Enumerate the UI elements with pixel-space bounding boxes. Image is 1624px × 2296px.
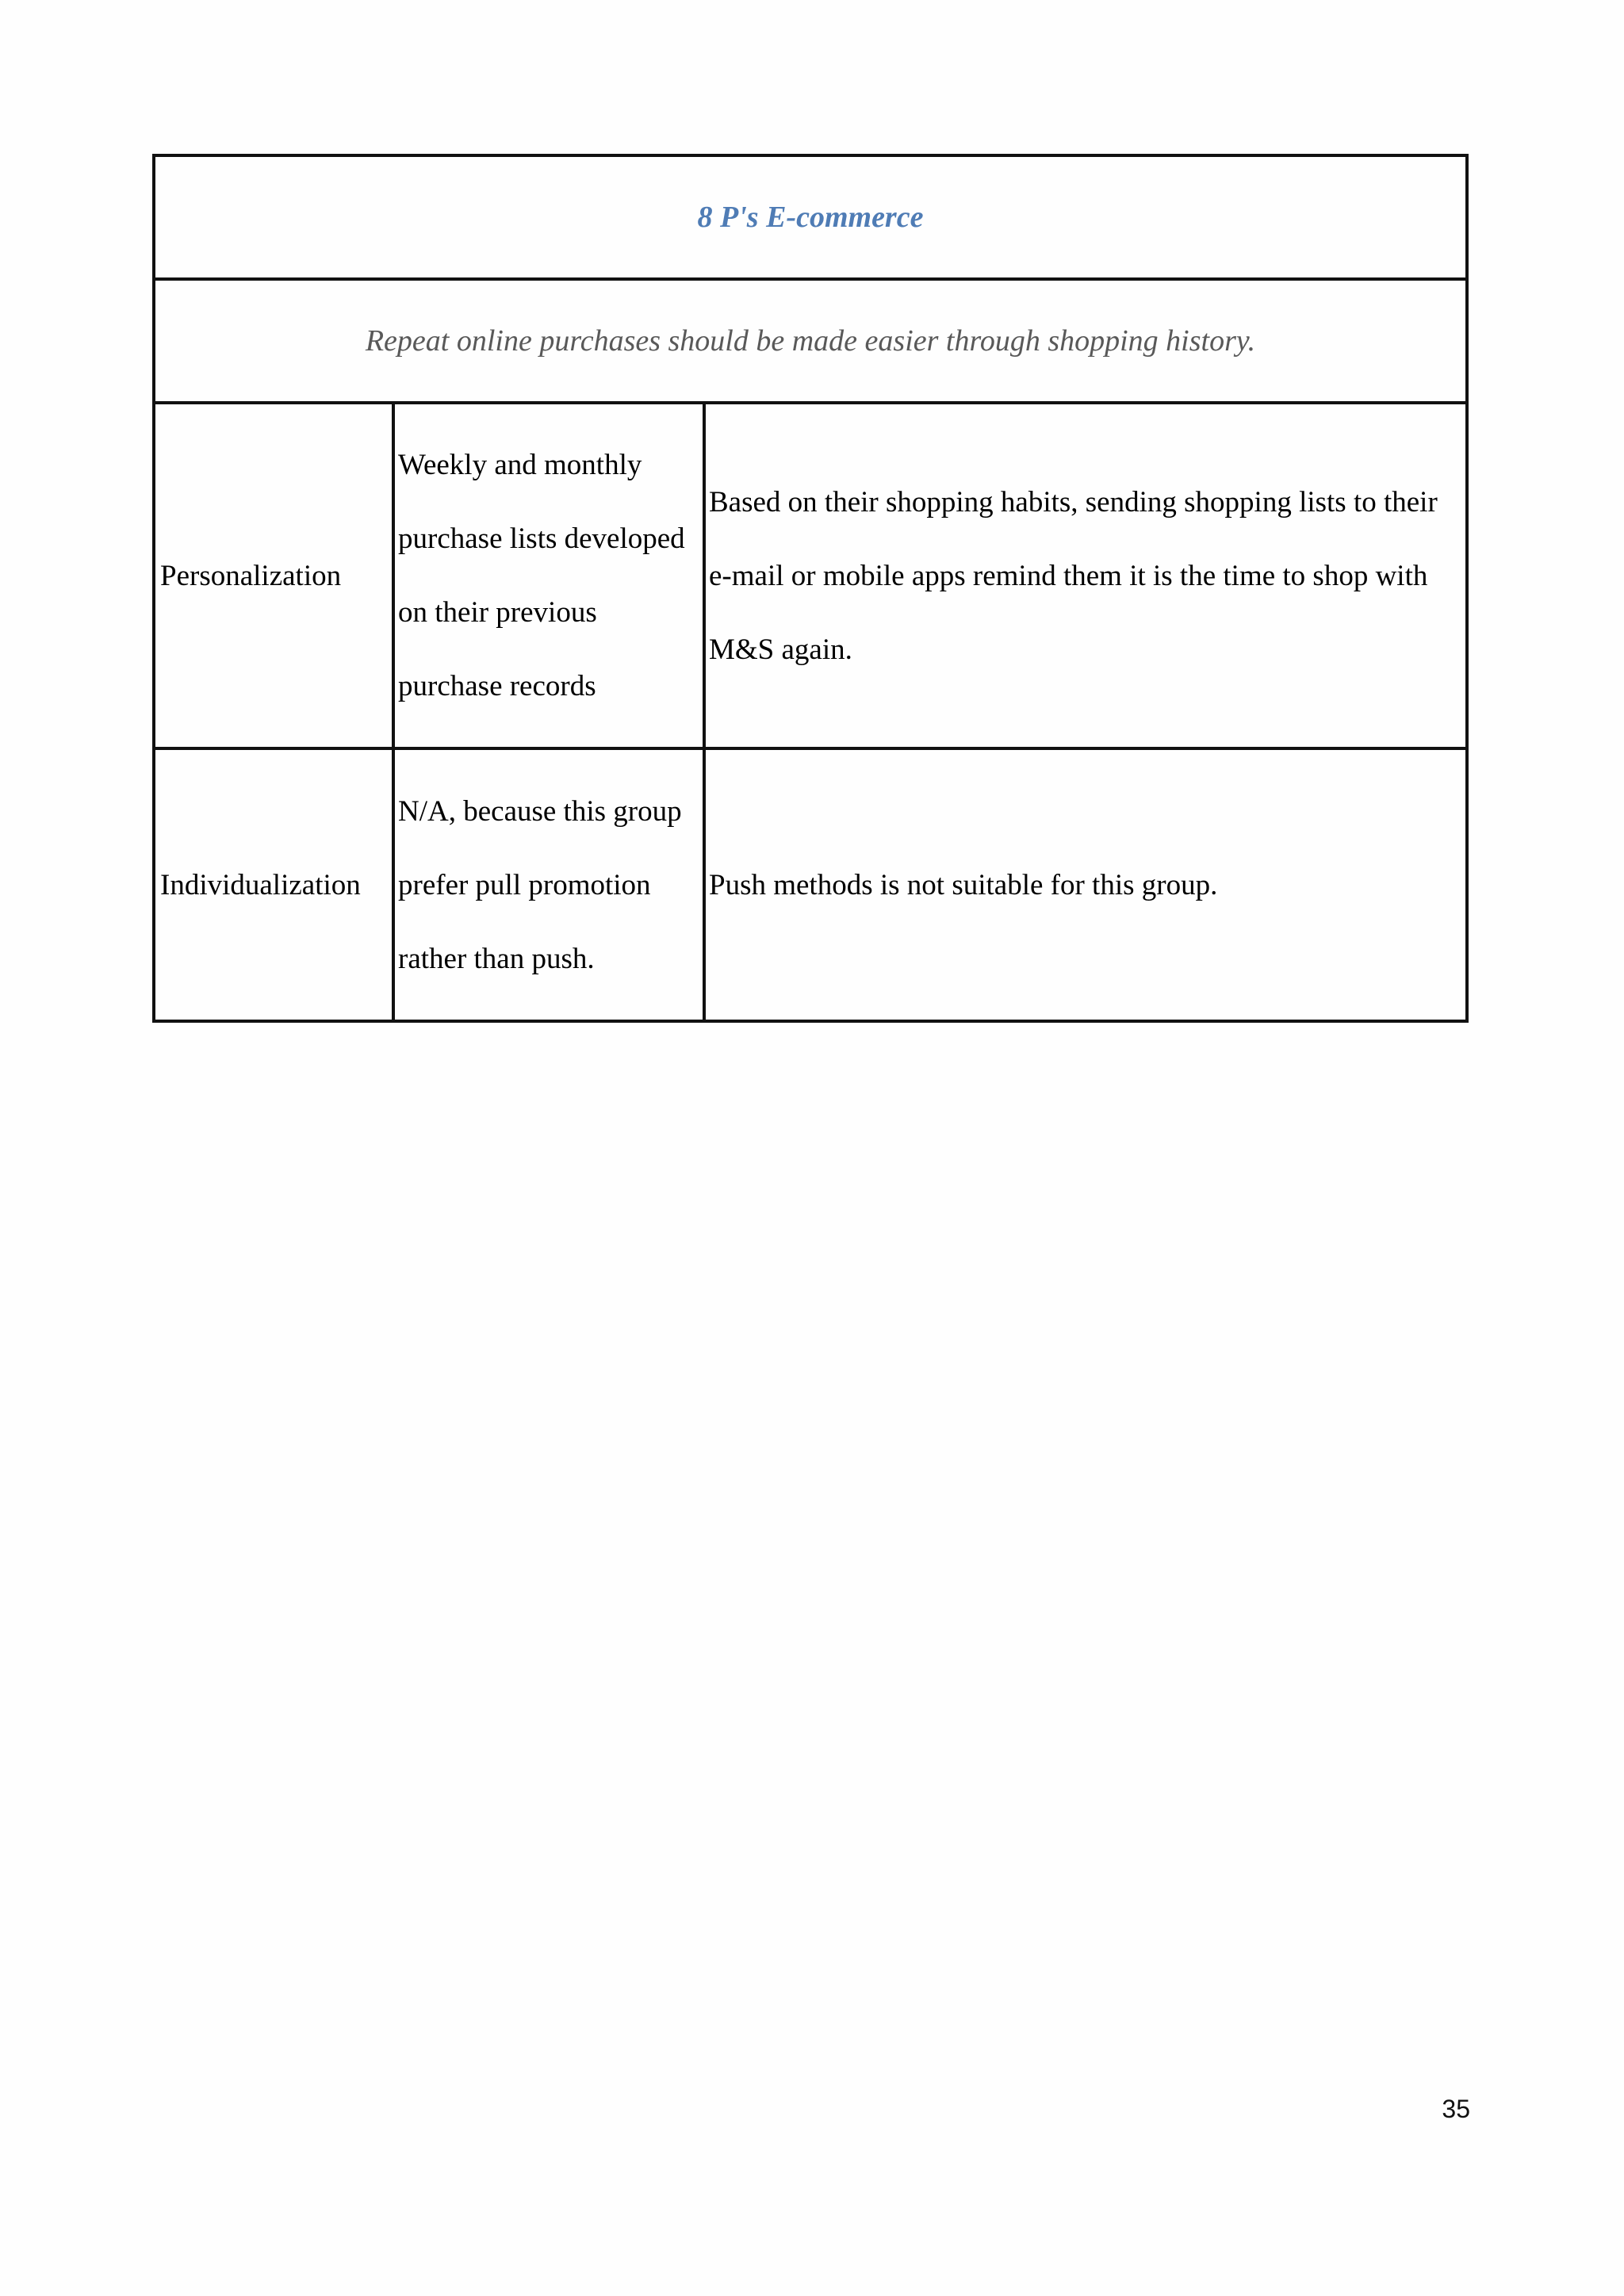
row-description: Push methods is not suitable for this group. (704, 748, 1467, 1021)
row-label: Personalization (154, 403, 393, 748)
table-title: 8 P's E-commerce (154, 155, 1467, 279)
page-number: 35 (1442, 2095, 1470, 2123)
table-row (154, 403, 1467, 748)
row-detail: N/A, because this group prefer pull promotion rather than push. (393, 748, 704, 1021)
row-description: Based on their shopping habits, sending shopping lists to their e-mail or mobile apps remind them it is the time to shop with M&S again. (704, 403, 1467, 748)
table-subtitle: Repeat online purchases should be made easier through shopping history. (154, 279, 1467, 403)
eight-ps-table (152, 154, 1469, 1023)
row-label: Individualization (154, 748, 393, 1021)
table-row (154, 748, 1467, 1021)
row-detail: Weekly and monthly purchase lists developed on their previous purchase records (393, 403, 704, 748)
table-title-row (154, 155, 1467, 279)
table-subtitle-row (154, 279, 1467, 403)
